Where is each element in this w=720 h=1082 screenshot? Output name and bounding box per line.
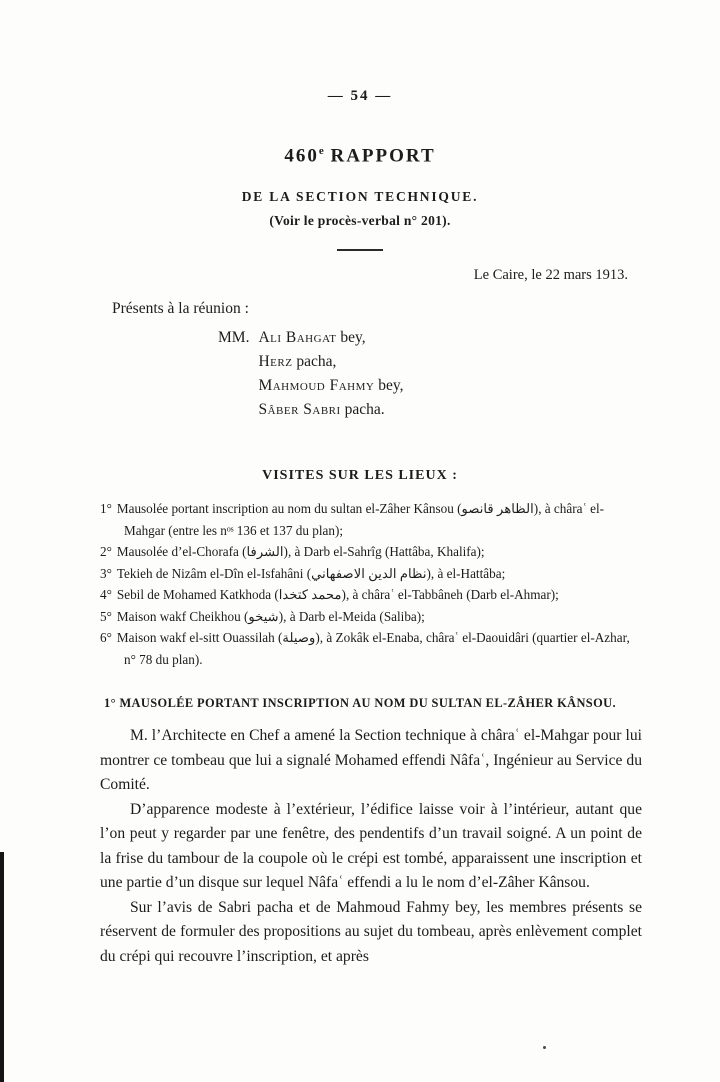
attendee-title: bey, [374, 377, 404, 395]
attendee-name: Mahmoud Fahmy [258, 377, 375, 395]
scan-binding-edge [0, 852, 4, 1082]
visits-list [0, 498, 720, 670]
scan-artifact-dot [543, 1046, 546, 1049]
attendee-title: pacha, [292, 353, 337, 371]
separator-rule [337, 249, 383, 251]
page-number: — 54 — [327, 88, 393, 104]
attendee-title: pacha. [340, 401, 385, 419]
list-item-text: Mausolée portant inscription au nom du sultan el-Zâher Kânsou (الظاهر قانصو), à châraʿ el-Mahgar (entre les nᵒˢ 136 et 137 du plan); [116, 501, 605, 538]
report-title [0, 145, 720, 167]
attendee-row [258, 374, 403, 398]
attendee-names [258, 326, 403, 422]
report-subtitle: DE LA SECTION TECHNIQUE. [241, 189, 479, 205]
body-text [0, 724, 720, 969]
list-item-number: 3° [100, 565, 112, 581]
presents-label: Présents à la réunion : [112, 300, 249, 318]
list-item [100, 606, 642, 628]
attendee-row [258, 398, 403, 422]
list-item-number: 1° [100, 501, 112, 517]
list-item [100, 563, 642, 585]
paragraph: Sur l’avis de Sabri pacha et de Mahmoud Fahmy bey, les membres présents se réservent de formuler des propositions au sujet du tombeau, après enlèvement complet du crépi qui recouvre l’inscription, et après [100, 898, 642, 965]
list-item-number: 6° [100, 630, 112, 646]
list-item-number: 5° [100, 608, 112, 624]
list-item-text: Tekieh de Nizâm el-Dîn el-Isfahâni (نظام الدين الاصفهاني), à el-Hattâba; [116, 565, 506, 581]
report-title-ordinal: e [318, 145, 324, 157]
paragraph: M. l’Architecte en Chef a amené la Section technique à châraʿ el-Mahgar pour lui montrer ce tombeau que lui a signalé Mohamed effendi Nâfaʿ, Ingénieur au Service du Comité. [100, 727, 642, 794]
visits-heading: VISITES SUR LES LIEUX : [262, 468, 458, 484]
list-item-text: Sebil de Mohamed Katkhoda (محمد كتخدا), à châraʿ el-Tabbâneh (Darb el-Ahmar); [116, 587, 559, 603]
attendee-name: Ali Bahgat [258, 329, 337, 347]
attendee-row [258, 350, 403, 374]
list-item [100, 584, 642, 606]
attendee-name: Sâber Sabri [258, 401, 341, 419]
paragraph: D’apparence modeste à l’extérieur, l’édifice laisse voir à l’intérieur, autant que l’on peut y regarder par une fenêtre, des pendentifs d’un travail soigné. A un point de la frise du tambour de la coupole où le crépi est tombé, apparaissent une inscription et une partie d’un disque sur lequel Nâfaʿ effendi a lu le nom d’el-Zâher Kânsou. [100, 800, 642, 892]
attendee-name: Herz [258, 353, 293, 371]
attendee-title: bey, [336, 329, 366, 347]
report-title-number: 460 [284, 145, 319, 167]
dateline: Le Caire, le 22 mars 1913. [473, 267, 628, 284]
list-item-text: Mausolée d’el-Chorafa (الشرفا), à Darb el-Sahrîg (Hattâba, Khalifa); [116, 544, 485, 560]
list-item-text: Maison wakf Cheikhou (شيخو), à Darb el-Meida (Saliba); [116, 608, 425, 624]
attendee-row [258, 326, 403, 350]
attendee-list [218, 326, 720, 422]
attendee-prefix: MM. [218, 329, 250, 347]
section-heading: 1° MAUSOLÉE PORTANT INSCRIPTION AU NOM DU SULTAN EL-ZÂHER KÂNSOU. [104, 696, 616, 711]
list-item [100, 627, 642, 670]
list-item-text: Maison wakf el-sitt Ouassilah (وصيلة), à Zokâk el-Enaba, châraʿ el-Daouidâri (quartier el-Azhar, n° 78 du plan). [116, 630, 630, 667]
list-item [100, 498, 642, 541]
list-item-number: 2° [100, 544, 112, 560]
proces-verbal-reference: (Voir le procès-verbal n° 201). [269, 213, 451, 229]
report-title-word: RAPPORT [330, 145, 436, 167]
list-item [100, 541, 642, 563]
list-item-number: 4° [100, 587, 112, 603]
